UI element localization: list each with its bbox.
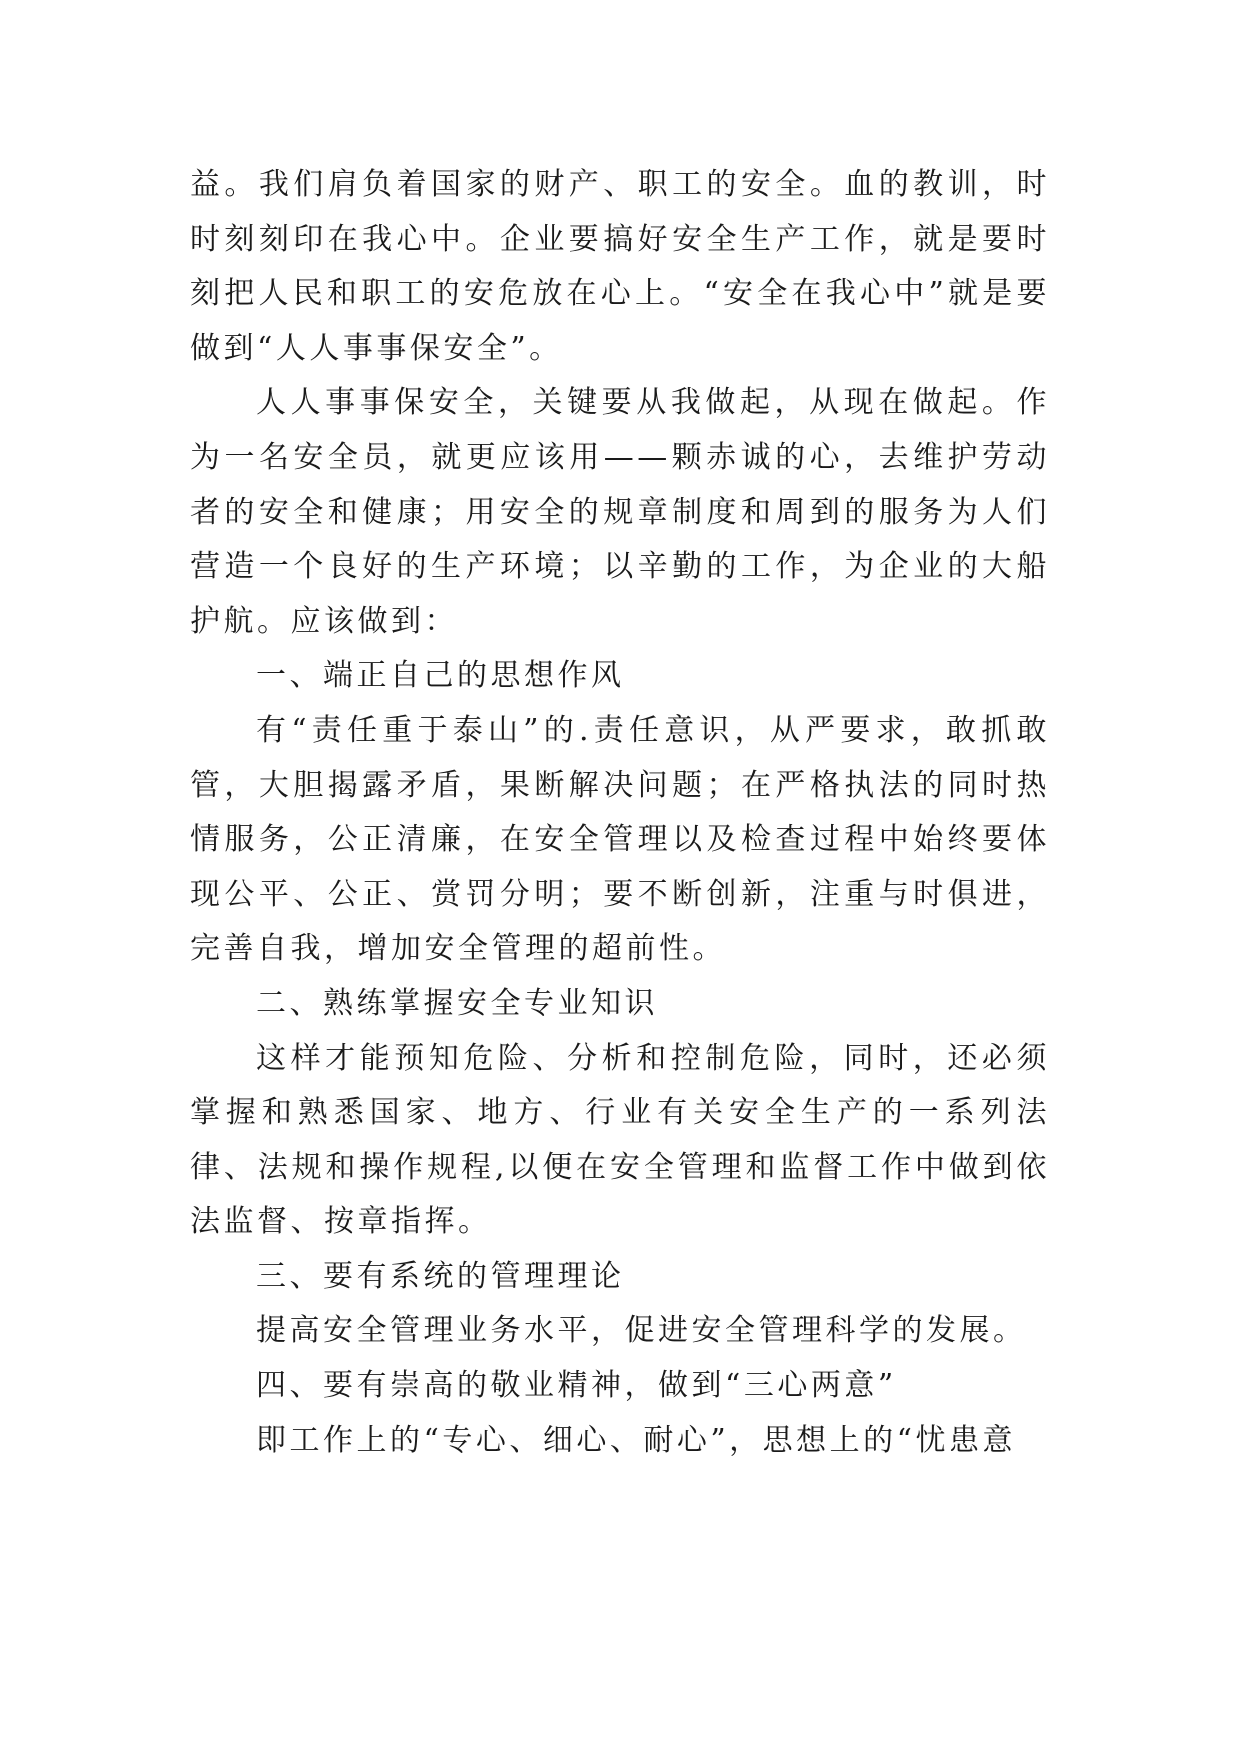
paragraph-safety-from-me: 人人事事保安全，关键要从我做起，从现在做起。作为一名安全员，就更应该用——颗赤诚的心，去维护劳动者的安全和健康；用安全的规章制度和周到的服务为人们营造一个良好的生产环境；以辛勤的工作，为企业的大船护航。应该做到： [190,385,1050,639]
paragraph-section-1: 有“责任重于泰山”的.责任意识，从严要求，敢抓敢管，大胆揭露矛盾，果断解决问题；在严格执法的同时热情服务，公正清廉，在安全管理以及检查过程中始终要体现公平、公正、赏罚分明；要不断创新，注重与时俱进，完善自我，增加安全管理的超前性。 [190,712,1050,967]
paragraph-continuation: 益。我们肩负着国家的财产、职工的安全。血的教训，时时刻刻印在我心中。企业要搞好安全生产工作，就是要时刻把人民和职工的安危放在心上。“安全在我心中”就是要做到“人人事事保安全”。 [190,167,1050,366]
section-heading-4: 四、要有崇高的敬业精神，做到“三心两意” [256,1368,897,1404]
section-heading-3: 三、要有系统的管理理论 [256,1258,625,1294]
paragraph-section-4: 即工作上的“专心、细心、耐心”，思想上的“忧患意 [256,1422,1017,1458]
section-heading-2: 二、熟练掌握安全专业知识 [256,985,658,1021]
document-body [190,158,1050,1468]
paragraph-section-3: 提高安全管理业务水平，促进安全管理科学的发展。 [256,1313,1027,1349]
paragraph-section-2: 这样才能预知危险、分析和控制危险，同时，还必须掌握和熟悉国家、地方、行业有关安全生产的一系列法律、法规和操作规程,以便在安全管理和监督工作中做到依法监督、按章指挥。 [190,1040,1050,1240]
section-heading-1: 一、端正自己的思想作风 [256,658,625,694]
